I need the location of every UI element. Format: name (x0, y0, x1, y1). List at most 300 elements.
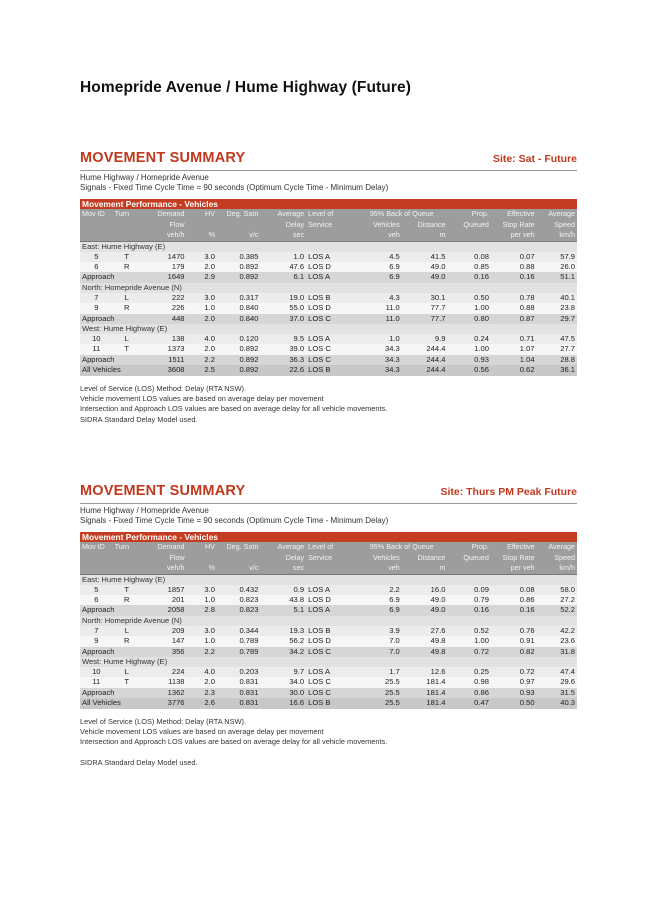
approach-section-row (80, 574, 577, 585)
table-cell: 2.2 (187, 647, 217, 657)
table-cell: 1.00 (447, 636, 490, 646)
column-header (80, 553, 113, 563)
table-cell: 7 (80, 293, 113, 303)
table-cell: 2.9 (187, 272, 217, 282)
table-cell: 1362 (141, 688, 187, 698)
table-cell: 6.9 (356, 595, 402, 605)
table-cell: 4.0 (187, 334, 217, 344)
column-header: Level of (306, 209, 356, 219)
column-header: v/c (217, 563, 260, 574)
column-header (113, 553, 141, 563)
all-vehicles-row (80, 365, 577, 375)
column-header: 95% Back of Queue (356, 542, 447, 552)
column-header (217, 220, 260, 230)
movement-row (80, 262, 577, 272)
column-header: Queued (447, 553, 490, 563)
table-cell: 4.3 (356, 293, 402, 303)
table-cell: 0.892 (217, 262, 260, 272)
column-header: Stop Rate (491, 220, 537, 230)
note-line: SIDRA Standard Delay Model used. (80, 757, 198, 767)
column-header (306, 563, 356, 574)
column-header: Turn (113, 542, 141, 552)
summary-title: MOVEMENT SUMMARY (80, 150, 246, 166)
table-cell: 1649 (141, 272, 187, 282)
table-cell: 6.9 (356, 605, 402, 615)
table-cell: 181.4 (402, 688, 448, 698)
column-header: Stop Rate (491, 553, 537, 563)
table-cell: 16.0 (402, 585, 448, 595)
table-banner (80, 532, 577, 542)
table-cell: 0.93 (447, 355, 490, 365)
table-cell: 42.2 (537, 626, 577, 636)
column-header: Deg. Satn (217, 209, 260, 219)
table-cell: 2.0 (187, 344, 217, 354)
table-cell: 4.0 (187, 667, 217, 677)
approach-section-label: West: Hume Highway (E) (80, 324, 577, 334)
table-cell: 23.6 (537, 636, 577, 646)
column-header: per veh (491, 230, 537, 241)
table-banner-title: Movement Performance - Vehicles (80, 532, 577, 542)
table-cell: T (113, 252, 141, 262)
table-cell: 10 (80, 334, 113, 344)
table-cell: 0.50 (491, 698, 537, 708)
table-cell: 201 (141, 595, 187, 605)
column-header: veh/h (141, 230, 187, 241)
table-cell: 1470 (141, 252, 187, 262)
table-cell: 9.5 (260, 334, 306, 344)
table-cell: 0.07 (491, 252, 537, 262)
table-cell: 34.2 (260, 647, 306, 657)
table-cell: 25.5 (356, 698, 402, 708)
table-cell: LOS A (306, 252, 356, 262)
table-cell: 1.7 (356, 667, 402, 677)
table-cell: 29.6 (537, 677, 577, 687)
table-cell: 0.203 (217, 667, 260, 677)
column-header (447, 230, 490, 241)
note-line: Level of Service (LOS) Method: Delay (RTA NSW). (80, 716, 247, 726)
approach-total-row (80, 605, 577, 615)
table-cell: Approach (80, 688, 141, 698)
table-cell: 448 (141, 314, 187, 324)
table-cell: L (113, 667, 141, 677)
column-header (113, 230, 141, 241)
column-header: Deg. Satn (217, 542, 260, 552)
table-cell: LOS C (306, 314, 356, 324)
column-header: m (402, 230, 448, 241)
table-cell: LOS A (306, 667, 356, 677)
table-cell: 181.4 (402, 677, 448, 687)
table-cell: 0.56 (447, 365, 490, 375)
table-cell: 36.3 (260, 355, 306, 365)
table-cell: 34.3 (356, 344, 402, 354)
table-cell: 25.5 (356, 677, 402, 687)
table-cell: 34.3 (356, 365, 402, 375)
table-cell: 0.50 (447, 293, 490, 303)
table-cell: 0.16 (491, 272, 537, 282)
column-header (187, 553, 217, 563)
table-cell: 209 (141, 626, 187, 636)
table-header-row (80, 230, 577, 241)
table-cell: R (113, 262, 141, 272)
column-header: Average (537, 542, 577, 552)
table-cell: 49.8 (402, 636, 448, 646)
table-cell: All Vehicles (80, 698, 141, 708)
table-cell: LOS C (306, 355, 356, 365)
table-cell: 27.2 (537, 595, 577, 605)
table-cell: 28.8 (537, 355, 577, 365)
approach-section-row (80, 616, 577, 626)
approach-section-label: North: Homepride Avenue (N) (80, 616, 577, 626)
column-header: Delay (260, 220, 306, 230)
table-cell: 1.0 (187, 595, 217, 605)
column-header: Service (306, 553, 356, 563)
table-cell: 0.24 (447, 334, 490, 344)
table-cell: 1511 (141, 355, 187, 365)
table-cell: 0.08 (447, 252, 490, 262)
table-cell: 224 (141, 667, 187, 677)
table-cell: 6.1 (260, 272, 306, 282)
summary-subtitle (80, 506, 577, 526)
table-cell: 19.3 (260, 626, 306, 636)
table-cell: 0.86 (447, 688, 490, 698)
table-cell: 0.120 (217, 334, 260, 344)
table-cell: 147 (141, 636, 187, 646)
table-cell: 0.16 (447, 272, 490, 282)
table-cell: 27.6 (402, 626, 448, 636)
table-cell: 138 (141, 334, 187, 344)
table-cell: 40.1 (537, 293, 577, 303)
note-line: Intersection and Approach LOS values are based on average delay for all vehicle movements. (80, 737, 388, 747)
table-cell: 49.0 (402, 605, 448, 615)
note-line (80, 748, 577, 758)
table-cell: 47.4 (537, 667, 577, 677)
note-line: SIDRA Standard Delay Model used. (80, 414, 198, 424)
column-header: m (402, 563, 448, 574)
table-cell: 0.98 (447, 677, 490, 687)
table-cell: 2.0 (187, 677, 217, 687)
table-cell: 0.432 (217, 585, 260, 595)
table-cell: 2.5 (187, 365, 217, 375)
table-banner (80, 199, 577, 209)
column-header: veh (356, 230, 402, 241)
movement-performance-table (80, 532, 577, 709)
table-cell: 0.82 (491, 647, 537, 657)
column-header: Flow (141, 553, 187, 563)
note-line: Level of Service (LOS) Method: Delay (RTA NSW). (80, 383, 247, 393)
column-header: Speed (537, 553, 577, 563)
table-cell: 222 (141, 293, 187, 303)
table-cell: 244.4 (402, 365, 448, 375)
approach-total-row (80, 355, 577, 365)
table-cell: 0.25 (447, 667, 490, 677)
column-header (113, 220, 141, 230)
table-cell: LOS B (306, 293, 356, 303)
document-title: Homepride Avenue / Hume Highway (Future) (80, 79, 411, 96)
column-header: km/h (537, 563, 577, 574)
table-cell: 0.840 (217, 303, 260, 313)
table-cell: 5 (80, 252, 113, 262)
table-cell: 1.0 (187, 636, 217, 646)
site-label: Site: Sat - Future (492, 153, 577, 165)
column-header (113, 563, 141, 574)
table-cell: LOS A (306, 272, 356, 282)
table-cell: 7.0 (356, 636, 402, 646)
table-cell: 6 (80, 595, 113, 605)
column-header: veh (356, 563, 402, 574)
summary-title: MOVEMENT SUMMARY (80, 483, 246, 499)
approach-total-row (80, 314, 577, 324)
table-cell: LOS A (306, 334, 356, 344)
table-cell: 0.09 (447, 585, 490, 595)
movement-summary-thurs-pm (80, 483, 577, 768)
table-cell: 57.9 (537, 252, 577, 262)
table-cell: T (113, 344, 141, 354)
table-cell: 0.831 (217, 677, 260, 687)
table-cell: 181.4 (402, 698, 448, 708)
table-cell: 30.1 (402, 293, 448, 303)
table-cell: 1.00 (447, 303, 490, 313)
table-cell: 56.2 (260, 636, 306, 646)
table-cell: 52.2 (537, 605, 577, 615)
table-cell: 0.88 (491, 262, 537, 272)
table-cell: Approach (80, 272, 141, 282)
summary-notes (80, 717, 577, 768)
column-header (187, 220, 217, 230)
table-cell: 19.0 (260, 293, 306, 303)
table-cell: 26.0 (537, 262, 577, 272)
column-header (447, 563, 490, 574)
column-header: HV (187, 542, 217, 552)
table-cell: R (113, 595, 141, 605)
table-cell: 226 (141, 303, 187, 313)
table-cell: 2.3 (187, 688, 217, 698)
approach-section-row (80, 241, 577, 252)
table-cell: 0.317 (217, 293, 260, 303)
table-cell: 3.0 (187, 626, 217, 636)
approach-total-row (80, 647, 577, 657)
table-cell: 49.0 (402, 595, 448, 605)
table-cell: 0.789 (217, 636, 260, 646)
table-cell: 0.892 (217, 355, 260, 365)
table-cell: 0.823 (217, 605, 260, 615)
column-header (80, 230, 113, 241)
signal-timing: Signals - Fixed Time Cycle Time = 90 seconds (Optimum Cycle Time - Minimum Delay) (80, 183, 389, 192)
table-cell: LOS D (306, 636, 356, 646)
table-cell: 22.6 (260, 365, 306, 375)
table-cell: 27.7 (537, 344, 577, 354)
approach-total-row (80, 688, 577, 698)
table-cell: 3.0 (187, 252, 217, 262)
table-cell: 1.0 (260, 252, 306, 262)
table-cell: 47.5 (537, 334, 577, 344)
table-cell: 1.04 (491, 355, 537, 365)
table-cell: 0.08 (491, 585, 537, 595)
table-cell: 2.6 (187, 698, 217, 708)
table-cell: 25.5 (356, 688, 402, 698)
table-cell: 2.2 (187, 355, 217, 365)
column-header: km/h (537, 230, 577, 241)
table-cell: 77.7 (402, 314, 448, 324)
column-header: Demand (141, 542, 187, 552)
table-cell: 30.0 (260, 688, 306, 698)
approach-section-label: North: Homepride Avenue (N) (80, 283, 577, 293)
table-cell: L (113, 334, 141, 344)
column-header: Distance (402, 220, 448, 230)
table-cell: 0.87 (491, 314, 537, 324)
table-cell: 0.892 (217, 365, 260, 375)
movement-row (80, 626, 577, 636)
movement-row (80, 334, 577, 344)
signal-timing: Signals - Fixed Time Cycle Time = 90 seconds (Optimum Cycle Time - Minimum Delay) (80, 516, 389, 525)
table-cell: 31.5 (537, 688, 577, 698)
table-cell: 1.0 (356, 334, 402, 344)
column-header: Demand (141, 209, 187, 219)
table-cell: 2.0 (187, 262, 217, 272)
table-cell: 3.0 (187, 585, 217, 595)
table-cell: 0.97 (491, 677, 537, 687)
table-cell: Approach (80, 355, 141, 365)
table-cell: 1138 (141, 677, 187, 687)
approach-section-row (80, 324, 577, 334)
table-header-row (80, 220, 577, 230)
table-cell: 11 (80, 344, 113, 354)
column-header: v/c (217, 230, 260, 241)
table-cell: 3.0 (187, 293, 217, 303)
table-cell: 47.6 (260, 262, 306, 272)
movement-row (80, 293, 577, 303)
movement-row (80, 252, 577, 262)
table-cell: 0.91 (491, 636, 537, 646)
table-cell: 244.4 (402, 355, 448, 365)
movement-row (80, 595, 577, 605)
table-cell: 49.0 (402, 262, 448, 272)
intersection-name: Hume Highway / Homepride Avenue (80, 506, 209, 515)
table-cell: L (113, 626, 141, 636)
table-cell: 0.86 (491, 595, 537, 605)
movement-row (80, 677, 577, 687)
table-cell: 11.0 (356, 303, 402, 313)
column-header: Prop. (447, 209, 490, 219)
table-cell: 23.8 (537, 303, 577, 313)
table-cell: R (113, 303, 141, 313)
table-header-row (80, 563, 577, 574)
approach-total-row (80, 272, 577, 282)
movement-row (80, 636, 577, 646)
table-cell: R (113, 636, 141, 646)
table-cell: 39.0 (260, 344, 306, 354)
column-header: Service (306, 220, 356, 230)
column-header: HV (187, 209, 217, 219)
summary-subtitle (80, 173, 577, 193)
table-cell: T (113, 585, 141, 595)
column-header: Distance (402, 553, 448, 563)
movement-row (80, 585, 577, 595)
column-header: Delay (260, 553, 306, 563)
table-cell: 356 (141, 647, 187, 657)
table-cell: 3776 (141, 698, 187, 708)
table-cell: 1.00 (447, 344, 490, 354)
table-cell: Approach (80, 314, 141, 324)
column-header: veh/h (141, 563, 187, 574)
movement-performance-table (80, 199, 577, 376)
table-cell: LOS C (306, 677, 356, 687)
table-cell: 9.7 (260, 667, 306, 677)
column-header: % (187, 230, 217, 241)
table-cell: Approach (80, 647, 141, 657)
column-header: Turn (113, 209, 141, 219)
table-cell: 11 (80, 677, 113, 687)
table-cell: 2.8 (187, 605, 217, 615)
table-cell: 41.5 (402, 252, 448, 262)
column-header: Queued (447, 220, 490, 230)
table-cell: 5.1 (260, 605, 306, 615)
table-cell: LOS B (306, 698, 356, 708)
table-cell: 0.9 (260, 585, 306, 595)
table-cell: 0.16 (447, 605, 490, 615)
column-header: Level of (306, 542, 356, 552)
table-cell: 29.7 (537, 314, 577, 324)
table-cell: 0.85 (447, 262, 490, 272)
table-cell: 0.88 (491, 303, 537, 313)
table-cell: 0.93 (491, 688, 537, 698)
column-header (306, 230, 356, 241)
column-header: Speed (537, 220, 577, 230)
table-cell: 49.0 (402, 272, 448, 282)
column-header: Average (260, 209, 306, 219)
column-header: Average (260, 542, 306, 552)
table-cell: 0.831 (217, 698, 260, 708)
table-cell: 34.3 (356, 355, 402, 365)
column-header: Effective (491, 209, 537, 219)
table-cell: 5 (80, 585, 113, 595)
table-cell: LOS C (306, 344, 356, 354)
summary-header (80, 150, 577, 171)
approach-section-label: East: Hume Highway (E) (80, 574, 577, 585)
table-cell: 3608 (141, 365, 187, 375)
table-cell: 179 (141, 262, 187, 272)
column-header (80, 563, 113, 574)
table-cell: 55.0 (260, 303, 306, 313)
table-cell: 34.0 (260, 677, 306, 687)
table-cell: 1.07 (491, 344, 537, 354)
note-line: Vehicle movement LOS values are based on average delay per movement (80, 393, 324, 403)
table-cell: 16.6 (260, 698, 306, 708)
table-cell: 0.71 (491, 334, 537, 344)
column-header: per veh (491, 563, 537, 574)
table-cell: 0.892 (217, 344, 260, 354)
table-cell: 0.16 (491, 605, 537, 615)
column-header (217, 553, 260, 563)
all-vehicles-row (80, 698, 577, 708)
movement-summary-sat (80, 150, 577, 425)
column-header: % (187, 563, 217, 574)
approach-section-label: East: Hume Highway (E) (80, 241, 577, 252)
table-cell: 51.1 (537, 272, 577, 282)
movement-row (80, 344, 577, 354)
table-cell: 0.344 (217, 626, 260, 636)
table-banner-title: Movement Performance - Vehicles (80, 199, 577, 209)
table-cell: 49.8 (402, 647, 448, 657)
movement-row (80, 667, 577, 677)
column-header: sec (260, 563, 306, 574)
table-header-row (80, 553, 577, 563)
table-cell: 11.0 (356, 314, 402, 324)
column-header: 95% Back of Queue (356, 209, 447, 219)
table-cell: 244.4 (402, 344, 448, 354)
table-header-row (80, 542, 577, 552)
table-cell: 6 (80, 262, 113, 272)
table-cell: 0.789 (217, 647, 260, 657)
